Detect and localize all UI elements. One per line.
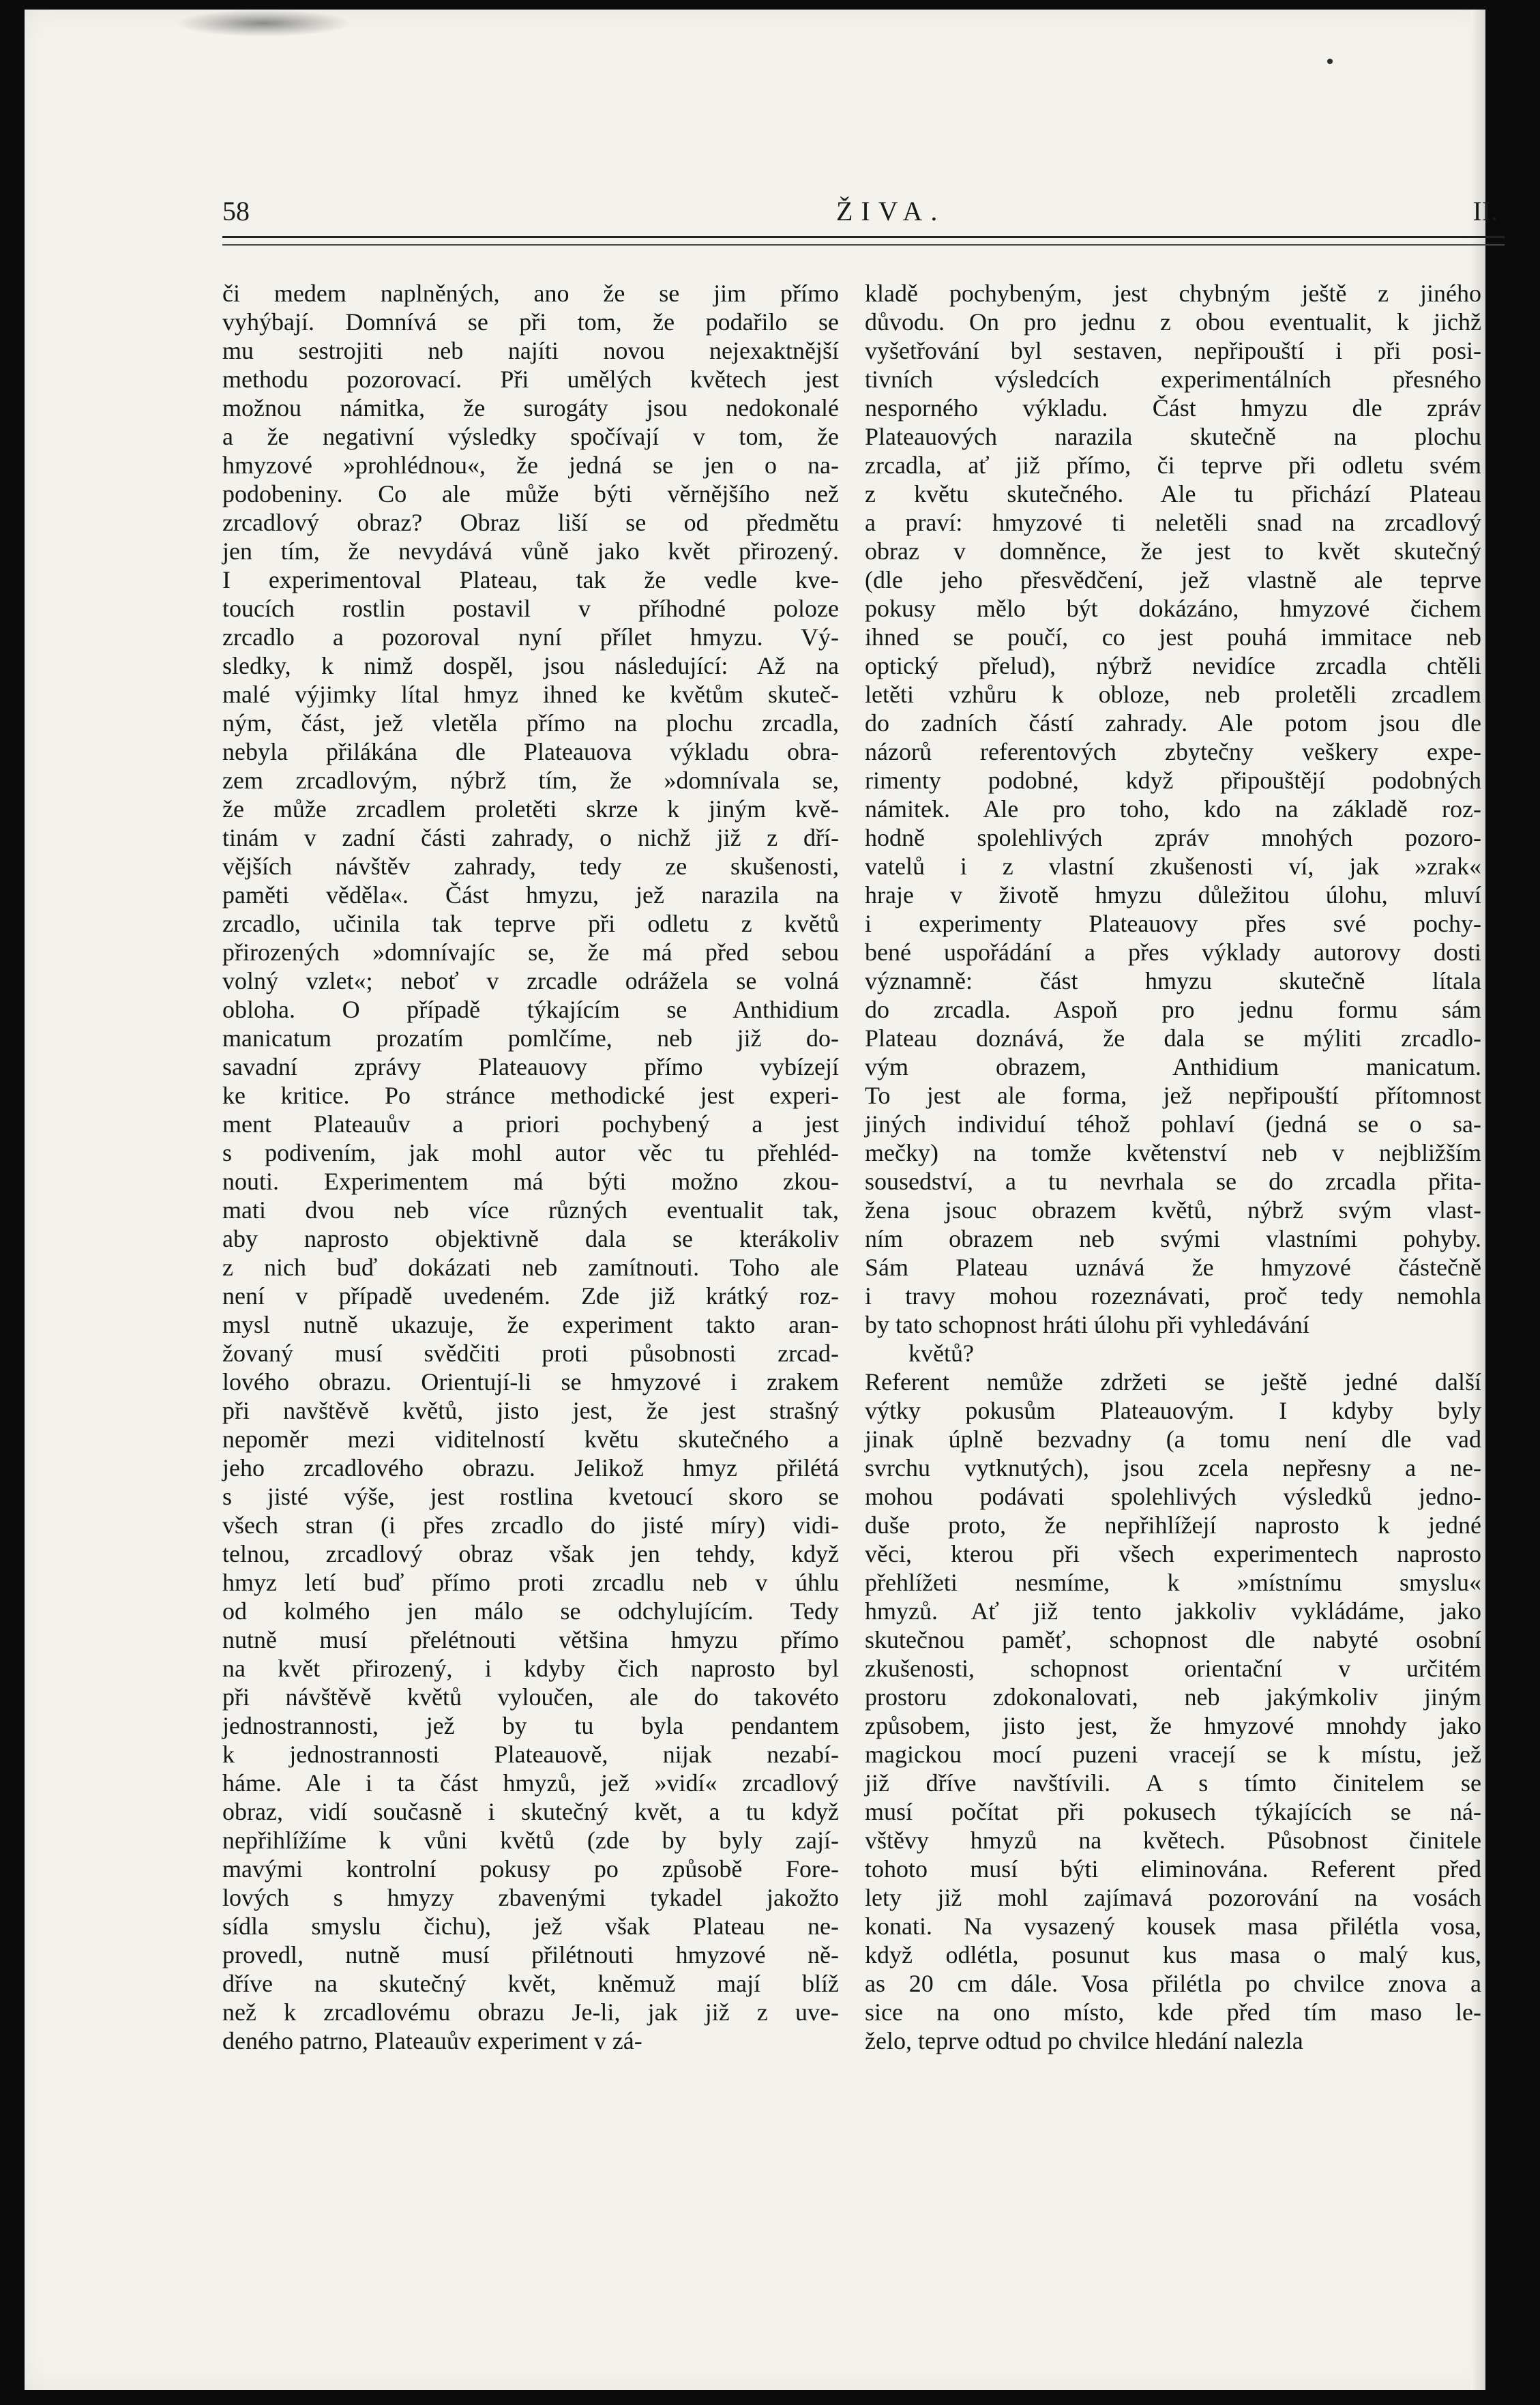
text-line: paměti věděla«. Část hmyzu, jež narazila na <box>222 881 839 909</box>
text-line: vatelů i z vlastní zkušenosti ví, jak »zrak« <box>865 853 1481 880</box>
text-line: jiných individuí téhož pohlaví (jedná se o sa- <box>865 1110 1481 1138</box>
text-line: mečky) na tomže květenství neb v nejbližším <box>865 1139 1481 1166</box>
text-line: vějších návštěv zahrady, tedy ze skušenosti, <box>222 853 839 880</box>
text-line: když odlétla, posunut kus masa o malý kus, <box>865 1941 1481 1968</box>
text-line: nutně musí přelétnouti většina hmyzu přímo <box>222 1626 839 1653</box>
text-line: ment Plateauův a priori pochybený a jest <box>222 1110 839 1138</box>
header-rule-thin <box>222 244 1505 246</box>
text-line: sledky, k nimž dospěl, jsou následující: Až na <box>222 652 839 679</box>
text-line: mohou podávati spolehlivých výsledků jedno- <box>865 1483 1481 1510</box>
text-line: i travy mohou rozeznávati, proč tedy nemohla <box>865 1282 1481 1310</box>
text-line: s podivením, jak mohl autor věc tu přehléd- <box>222 1139 839 1166</box>
text-line: hmyz letí buď přímo proti zrcadlu neb v úhlu <box>222 1569 839 1596</box>
scan-smudge <box>175 10 352 37</box>
text-line: as 20 cm dále. Vosa přilétla po chvilce znova a <box>865 1970 1481 1997</box>
text-line: tinám v zadní části zahrady, o nichž již z dří- <box>222 824 839 851</box>
text-line: volný vzlet«; neboť v zrcadle odrážela se volná <box>222 967 839 994</box>
text-line: věci, kterou při všech experimentech naprosto <box>865 1540 1481 1567</box>
text-line: tivních výsledcích experimentálních přesného <box>865 366 1481 393</box>
text-line: toucích rostlin postavil v příhodné poloze <box>222 595 839 622</box>
text-line: vštěvy hmyzů na květech. Působnost činitele <box>865 1827 1481 1854</box>
text-line: ným, část, jež vletěla přímo na plochu zrcadla, <box>222 709 839 737</box>
text-line: od kolmého jen málo se odchylujícím. Tedy <box>222 1597 839 1625</box>
text-line: i experimenty Plateauovy přes své pochy- <box>865 910 1481 937</box>
text-line: tohoto musí býti eliminována. Referent před <box>865 1855 1481 1883</box>
text-line: žovaný musí svědčiti proti působnosti zrcad- <box>222 1340 839 1367</box>
text-line: vyhýbají. Domnívá se při tom, že podařilo se <box>222 308 839 336</box>
text-line: s jisté výše, jest rostlina kvetoucí skoro se <box>222 1483 839 1510</box>
text-line: háme. Ale i ta část hmyzů, jež »vidí« zrcadlový <box>222 1769 839 1797</box>
text-line: obraz v domněnce, že jest to květ skutečný <box>865 537 1481 565</box>
text-line: nepoměr mezi viditelností květu skutečného a <box>222 1426 839 1453</box>
volume-number: II. <box>1472 196 1498 226</box>
text-line: sousedství, a tu nevrhala se do zrcadla přita- <box>865 1168 1481 1195</box>
journal-title: ŽIVA. <box>836 196 946 226</box>
text-line: nouti. Experimentem má býti možno zkou- <box>222 1168 839 1195</box>
text-line: obloha. O případě týkajícím se Anthidium <box>222 996 839 1023</box>
text-line: by tato schopnost hráti úlohu při vyhledávání <box>865 1311 1309 1338</box>
text-line: hmyzové »prohlédnou«, že jedná se jen o na- <box>222 452 839 479</box>
text-line: I experimentoval Plateau, tak že vedle kve- <box>222 566 839 593</box>
text-line: do zadních částí zahrady. Ale potom jsou dle <box>865 709 1481 737</box>
text-line: jinak úplně bezvadny (a tomu není dle vad <box>865 1426 1481 1453</box>
text-line: mu sestrojiti neb najíti novou nejexaktnější <box>222 337 839 364</box>
text-line: mysl nutně ukazuje, že experiment takto aran- <box>222 1311 839 1338</box>
text-line: zrcadla, ať již přímo, či teprve při odletu svém <box>865 452 1481 479</box>
ink-speck <box>1327 59 1333 64</box>
header-rule <box>222 236 1505 238</box>
text-line: z nich buď dokázati neb zamítnouti. Toho ale <box>222 1254 839 1281</box>
text-line: hraje v životě hmyzu důležitou úlohu, mluví <box>865 881 1481 909</box>
text-line: že může zrcadlem proletěti skrze k jiným kvě- <box>222 795 839 823</box>
text-line: skutečnou paměť, schopnost dle nabyté osobní <box>865 1626 1481 1653</box>
text-line: sídla smyslu čichu), jež však Plateau ne- <box>222 1913 839 1940</box>
text-line: všech stran (i přes zrcadlo do jisté míry) vidi- <box>222 1511 839 1539</box>
text-line: hmyzů. Ať již tento jakkoliv vykládáme, jako <box>865 1597 1481 1625</box>
text-line: malé výjimky lítal hmyz ihned ke květům skuteč- <box>222 681 839 708</box>
text-line: mavými kontrolní pokusy po způsobě Fore- <box>222 1855 839 1883</box>
text-line: želo, teprve odtud po chvilce hledání nalezla <box>865 2027 1303 2054</box>
text-line: ním obrazem neb svými vlastními pohyby. <box>865 1225 1481 1252</box>
text-line: než k zrcadlovému obrazu Je-li, jak již z uve- <box>222 1998 839 2026</box>
text-line: již dříve navštívili. A s tímto činitelem se <box>865 1769 1481 1797</box>
text-line: zkušenosti, schopnost orientační v určitém <box>865 1655 1481 1682</box>
text-line: žena jsouc obrazem květů, nýbrž svým vlast- <box>865 1196 1481 1224</box>
scanned-page <box>25 10 1498 2390</box>
text-line: při navštěvě květů, jisto jest, že jest strašný <box>222 1397 839 1424</box>
text-line: přirozených »domnívajíc se, že má před sebou <box>222 939 839 966</box>
text-line: musí počítat při pokusech týkajících se ná- <box>865 1798 1481 1825</box>
text-line: zrcadlový obraz? Obraz liší se od předmětu <box>222 509 839 536</box>
text-line: duše proto, že nepřihlížejí naprosto k jedné <box>865 1511 1481 1539</box>
text-line: květů? <box>908 1340 974 1367</box>
text-line: Plateauových narazila skutečně na plochu <box>865 423 1481 450</box>
text-line: jednostrannosti, jež by tu byla pendantem <box>222 1712 839 1739</box>
text-line: lety již mohl zajímavá pozorování na vosách <box>865 1884 1481 1911</box>
text-line: možnou námitka, že surogáty jsou nedokonalé <box>222 394 839 422</box>
text-line: Plateau doznává, že dala se mýliti zrcadlo- <box>865 1024 1481 1052</box>
text-line: k jednostrannosti Plateauově, nijak nezabí- <box>222 1741 839 1768</box>
text-line: jen tím, že nevydává vůně jako květ přirozený. <box>222 537 839 565</box>
text-line: nepřihlížíme k vůni květů (zde by byly zají- <box>222 1827 839 1854</box>
text-line: deného patrno, Plateauův experiment v zá- <box>222 2027 642 2054</box>
text-line: provedl, nutně musí přilétnouti hmyzové ně- <box>222 1941 839 1968</box>
text-line: dříve na skutečný květ, kněmuž mají blíž <box>222 1970 839 1997</box>
text-line: vyšetřování byl sestaven, nepřipouští i při posi- <box>865 337 1481 364</box>
text-line: pokusy mělo být dokázáno, hmyzové čichem <box>865 595 1481 622</box>
text-line: hodně spolehlivých zpráv mnohých pozoro- <box>865 824 1481 851</box>
text-line: významně: část hmyzu skutečně lítala <box>865 967 1481 994</box>
text-line: výtky pokusům Plateauovým. I kdyby byly <box>865 1397 1481 1424</box>
text-line: ke kritice. Po stránce methodické jest experi- <box>222 1082 839 1109</box>
text-line: lového obrazu. Orientují-li se hmyzové i zrakem <box>222 1368 839 1396</box>
text-line: aby naprosto objektivně dala se kterákoliv <box>222 1225 839 1252</box>
text-line: zem zrcadlovým, nýbrž tím, že »domnívala se, <box>222 767 839 794</box>
text-line: magickou mocí puzeni vracejí se k místu, jež <box>865 1741 1481 1768</box>
text-line: či medem naplněných, ano že se jim přímo <box>222 280 839 307</box>
text-line: optický přelud), nýbrž nevidíce zrcadla chtěli <box>865 652 1481 679</box>
text-line: letěti vzhůru k obloze, neb proletěli zrcadlem <box>865 681 1481 708</box>
text-line: způsobem, jisto jest, že hmyzové mnohdy jako <box>865 1712 1481 1739</box>
text-line: názorů referentových zbytečny veškery expe- <box>865 738 1481 765</box>
text-line: jeho zrcadlového obrazu. Jelikož hmyz přilétá <box>222 1454 839 1481</box>
text-line: námitek. Ale pro toho, kdo na základě roz- <box>865 795 1481 823</box>
text-line: podobeniny. Co ale může býti věrnějšího než <box>222 480 839 507</box>
text-line: nebyla přilákána dle Plateauova výkladu obra- <box>222 738 839 765</box>
page-number: 58 <box>222 196 250 226</box>
text-line: mati dvou neb více různých eventualit tak, <box>222 1196 839 1224</box>
running-header <box>222 188 1505 236</box>
text-line: konati. Na vysazený kousek masa přilétla vosa, <box>865 1913 1481 1940</box>
text-line: ihned se poučí, co jest pouhá immitace neb <box>865 623 1481 651</box>
text-line: rimenty podobné, když připouštějí podobných <box>865 767 1481 794</box>
left-column <box>222 279 839 2055</box>
text-line: manicatum prozatím pomlčíme, neb již do- <box>222 1024 839 1052</box>
text-line: Sám Plateau uznává že hmyzové částečně <box>865 1254 1481 1281</box>
text-line: kladě pochybeným, jest chybným ještě z jiného <box>865 280 1481 307</box>
text-line: a že negativní výsledky spočívají v tom, že <box>222 423 839 450</box>
text-line: nesporného výkladu. Část hmyzu dle zpráv <box>865 394 1481 422</box>
text-line: přehlížeti nesmíme, k »místnímu smyslu« <box>865 1569 1481 1596</box>
text-line: důvodu. On pro jednu z obou eventualit, k jichž <box>865 308 1481 336</box>
text-line: methodu pozorovací. Při umělých květech jest <box>222 366 839 393</box>
text-line: do zrcadla. Aspoň pro jednu formu sám <box>865 996 1481 1023</box>
text-line: telnou, zrcadlový obraz však jen tehdy, když <box>222 1540 839 1567</box>
text-line: Referent nemůže zdržeti se ještě jedné další <box>865 1368 1481 1396</box>
text-line: sice na ono místo, kde před tím maso le- <box>865 1998 1481 2026</box>
text-line: prostoru zdokonalovati, neb jakýmkoliv jiným <box>865 1683 1481 1711</box>
text-line: z květu skutečného. Ale tu přichází Plateau <box>865 480 1481 507</box>
text-line: na květ přirozený, i kdyby čich naprosto byl <box>222 1655 839 1682</box>
text-line: savadní zprávy Plateauovy přímo vybízejí <box>222 1053 839 1080</box>
text-line: zrcadlo a pozoroval nyní přílet hmyzu. Vý- <box>222 623 839 651</box>
text-line: vým obrazem, Anthidium manicatum. <box>865 1053 1481 1080</box>
text-line: není v případě uvedeném. Zde již krátký roz- <box>222 1282 839 1310</box>
text-line: (dle jeho přesvědčení, jež vlastně ale teprve <box>865 566 1481 593</box>
text-line: bené uspořádání a přes výklady autorovy dosti <box>865 939 1481 966</box>
text-line: svrchu vytknutých), jsou zcela nepřesny a ne- <box>865 1454 1481 1481</box>
text-line: zrcadlo, učinila tak teprve při odletu z květů <box>222 910 839 937</box>
text-line: při návštěvě květů vyloučen, ale do takovéto <box>222 1683 839 1711</box>
text-line: lových s hmyzy zbavenými tykadel jakožto <box>222 1884 839 1911</box>
text-line: To jest ale forma, jež nepřipouští přítomnost <box>865 1082 1481 1109</box>
text-line: a praví: hmyzové ti neletěli snad na zrcadlový <box>865 509 1481 536</box>
right-column <box>865 279 1481 2055</box>
text-line: obraz, vidí současně i skutečný květ, a tu když <box>222 1798 839 1825</box>
